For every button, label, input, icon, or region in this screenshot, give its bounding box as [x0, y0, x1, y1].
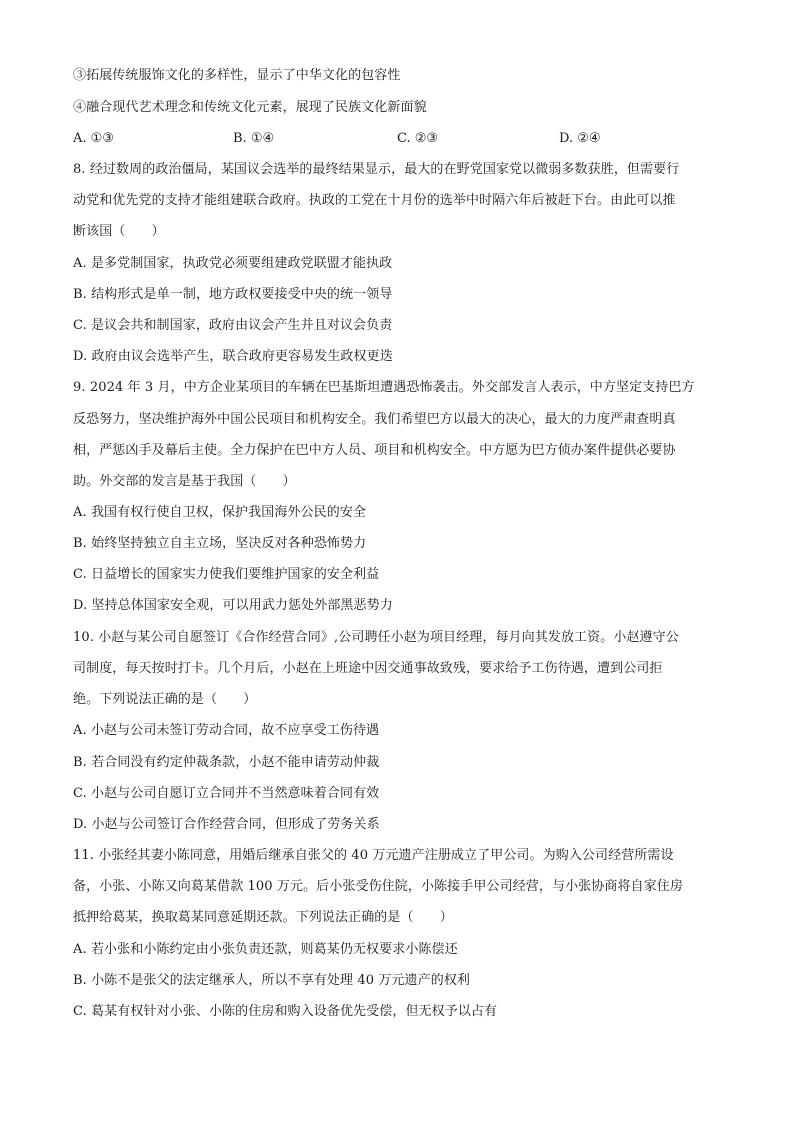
q7-option-c[interactable]: C. ②③	[397, 131, 439, 146]
q8-option-d[interactable]: D. 政府由议会选举产生，联合政府更容易发生政权更迭	[73, 349, 393, 364]
q10-stem-line-1: 10. 小赵与某公司自愿签订《合作经营合同》,公司聘任小赵为项目经理，每月向其发放工资。小赵遵守公	[73, 630, 679, 645]
q8-stem-line-2: 动党和优先党的支持才能组建联合政府。执政的工党在十月份的选举中时隔六年后被赶下台。由此可以推	[73, 193, 676, 208]
q11-stem-line-1: 11. 小张经其妻小陈同意，用婚后继承自张父的 40 万元遗产注册成立了甲公司。为购入公司经营所需设	[73, 848, 674, 863]
q9-stem-line-3: 相，严惩凶手及幕后主使。全力保护在巴中方人员、项目和机构安全。中方愿为巴方侦办案件提供必要协	[73, 443, 676, 458]
q9-stem-line-2: 反恐努力，坚决维护海外中国公民项目和机构安全。我们希望巴方以最大的决心，最大的力度严肃查明真	[73, 412, 676, 427]
q11-option-c[interactable]: C. 葛某有权针对小张、小陈的住房和购入设备优先受偿，但无权予以占有	[73, 1004, 498, 1019]
q7-options-row	[73, 131, 728, 147]
q7-option-d[interactable]: D. ②④	[559, 131, 601, 146]
q7-statement-3: ③拓展传统服饰文化的多样性，显示了中华文化的包容性	[73, 68, 401, 83]
q7-statement-4: ④融合现代艺术理念和传统文化元素，展现了民族文化新面貌	[73, 100, 427, 115]
q11-stem-line-2: 备，小张、小陈又向葛某借款 100 万元。后小张受伤住院，小陈接手甲公司经营，与小张协商将自家住房	[73, 879, 683, 894]
q8-option-a[interactable]: A. 是多党制国家，执政党必须要组建政党联盟才能执政	[73, 256, 393, 271]
q9-option-c[interactable]: C. 日益增长的国家实力使我们要维护国家的安全利益	[73, 567, 380, 582]
q10-option-b[interactable]: B. 若合同没有约定仲裁条款，小赵不能申请劳动仲裁	[73, 755, 380, 770]
q10-stem-line-3: 绝。下列说法正确的是（ ）	[73, 692, 257, 707]
q8-stem-line-3: 断该国（ ）	[73, 224, 165, 239]
q9-option-d[interactable]: D. 坚持总体国家安全观，可以用武力惩处外部黑恶势力	[73, 598, 393, 613]
q9-stem-line-1: 9. 2024 年 3 月，中方企业某项目的车辆在巴基斯坦遭遇恐怖袭击。外交部发言人表示，中方坚定支持巴方	[73, 380, 695, 395]
q10-option-d[interactable]: D. 小赵与公司签订合作经营合同，但形成了劳务关系	[73, 817, 380, 832]
q10-option-a[interactable]: A. 小赵与公司未签订劳动合同，故不应享受工伤待遇	[73, 723, 380, 738]
q11-option-b[interactable]: B. 小陈不是张父的法定继承人，所以不享有处理 40 万元遗产的权利	[73, 973, 471, 988]
q8-option-c[interactable]: C. 是议会共和制国家，政府由议会产生并且对议会负责	[73, 318, 393, 333]
q11-stem-line-3: 抵押给葛某，换取葛某同意延期还款。下列说法正确的是（ ）	[73, 910, 453, 925]
q9-option-a[interactable]: A. 我国有权行使自卫权，保护我国海外公民的安全	[73, 505, 367, 520]
q7-option-a[interactable]: A. ①③	[73, 131, 114, 146]
q9-stem-line-4: 助。外交部的发言是基于我国（ ）	[73, 474, 296, 489]
q11-option-a[interactable]: A. 若小张和小陈约定由小张负责还款，则葛某仍无权要求小陈偿还	[73, 942, 458, 957]
q10-option-c[interactable]: C. 小赵与公司自愿订立合同并不当然意味着合同有效	[73, 786, 380, 801]
q8-option-b[interactable]: B. 结构形式是单一制，地方政权要接受中央的统一领导	[73, 287, 393, 302]
q8-stem-line-1: 8. 经过数周的政治僵局，某国议会选举的最终结果显示，最大的在野党国家党以微弱多数获胜，但需要行	[73, 162, 680, 177]
q10-stem-line-2: 司制度，每天按时打卡。几个月后，小赵在上班途中因交通事故致残，要求给予工伤待遇，遭到公司拒	[73, 661, 663, 676]
q9-option-b[interactable]: B. 始终坚持独立自主立场，坚决反对各种恐怖势力	[73, 536, 367, 551]
q7-option-b[interactable]: B. ①④	[233, 131, 275, 146]
